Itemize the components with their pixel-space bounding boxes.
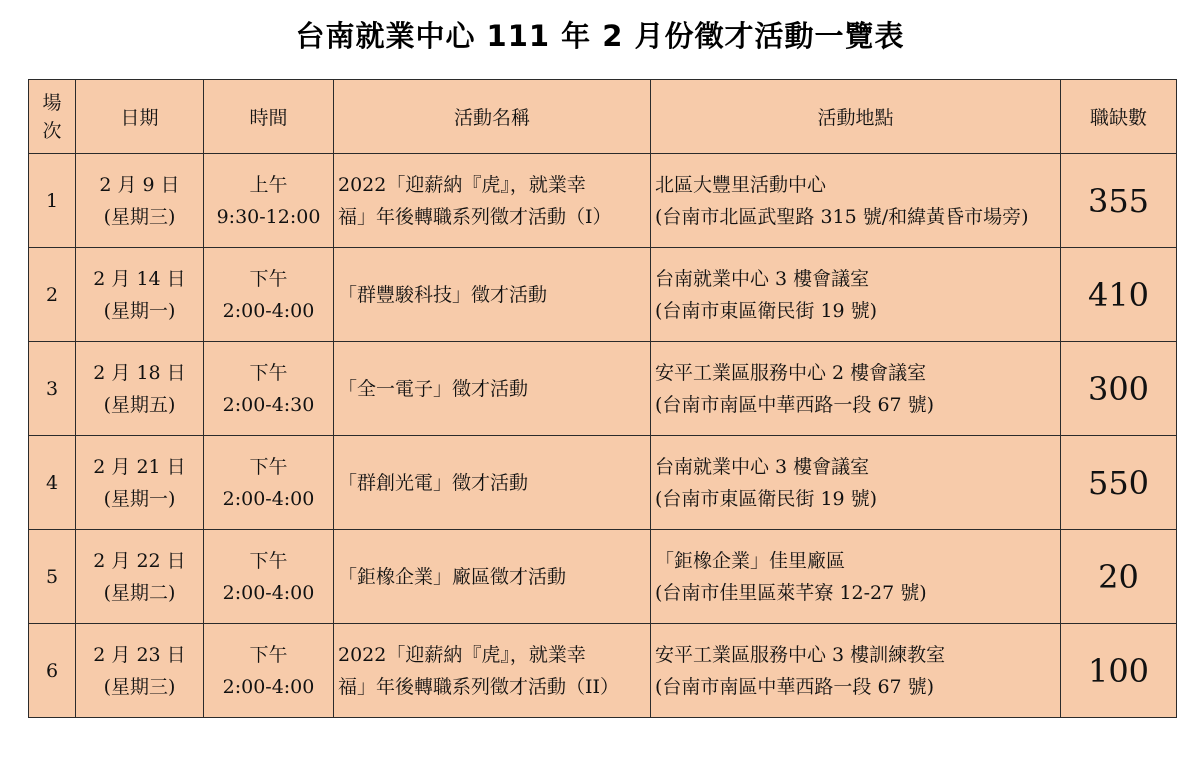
header-date: 日期 (76, 80, 204, 154)
date-cell (76, 342, 204, 436)
period-text: 下午 (249, 455, 288, 478)
date-cell (76, 530, 204, 624)
location-cell (651, 624, 1061, 718)
header-job-count: 職缺數 (1061, 80, 1177, 154)
job-count-cell: 410 (1061, 248, 1177, 342)
activity-name-cell (334, 624, 651, 718)
activity-name-cell (334, 248, 651, 342)
location-line2: (台南市東區衛民街 19 號) (655, 299, 878, 322)
time-cell (204, 436, 334, 530)
job-count-cell: 300 (1061, 342, 1177, 436)
weekday-text: (星期一) (103, 487, 176, 510)
seq-cell: 4 (29, 436, 76, 530)
job-count-cell: 550 (1061, 436, 1177, 530)
table-row (29, 436, 1177, 530)
activity-name-line1: 2022「迎薪納『虎』，就業幸 (338, 643, 586, 666)
table-row (29, 530, 1177, 624)
date-text: 2 月 22 日 (93, 549, 186, 572)
date-text: 2 月 14 日 (93, 267, 186, 290)
date-text: 2 月 18 日 (93, 361, 186, 384)
location-line1: 安平工業區服務中心 2 樓會議室 (655, 361, 927, 384)
location-cell (651, 530, 1061, 624)
location-line2: (台南市南區中華西路一段 67 號) (655, 393, 935, 416)
seq-cell: 5 (29, 530, 76, 624)
activity-name-cell (334, 436, 651, 530)
location-cell (651, 342, 1061, 436)
period-text: 下午 (249, 549, 288, 572)
time-cell (204, 624, 334, 718)
location-line1: 北區大豐里活動中心 (655, 173, 827, 196)
date-cell (76, 624, 204, 718)
time-cell (204, 154, 334, 248)
header-row (29, 80, 1177, 154)
time-cell (204, 248, 334, 342)
period-text: 上午 (249, 173, 288, 196)
location-line2: (台南市北區武聖路 315 號/和緯黃昏市場旁) (655, 205, 1029, 228)
date-text: 2 月 9 日 (99, 173, 180, 196)
seq-cell: 3 (29, 342, 76, 436)
header-seq-line1: 場 (42, 91, 62, 114)
table-row (29, 342, 1177, 436)
page-title: 台南就業中心 111 年 2 月份徵才活動一覽表 (295, 19, 905, 53)
header-time: 時間 (204, 80, 334, 154)
seq-cell: 6 (29, 624, 76, 718)
location-cell (651, 436, 1061, 530)
location-line2: (台南市東區衛民街 19 號) (655, 487, 878, 510)
location-cell (651, 248, 1061, 342)
seq-cell: 2 (29, 248, 76, 342)
activity-name-line1: 「群豐駿科技」徵才活動 (338, 283, 548, 306)
hours-text: 2:00-4:30 (222, 393, 315, 416)
activity-name-line2: 福」年後轉職系列徵才活動（II） (338, 675, 620, 698)
table-row (29, 624, 1177, 718)
weekday-text: (星期五) (103, 393, 176, 416)
activity-name-cell (334, 530, 651, 624)
header-seq (29, 80, 76, 154)
location-cell (651, 154, 1061, 248)
period-text: 下午 (249, 361, 288, 384)
activity-name-line2: 福」年後轉職系列徵才活動（I） (338, 205, 612, 228)
header-seq-line2: 次 (42, 119, 62, 142)
activity-name-cell (334, 154, 651, 248)
job-fair-schedule-table (28, 79, 1177, 718)
period-text: 下午 (249, 267, 288, 290)
period-text: 下午 (249, 643, 288, 666)
activity-name-cell (334, 342, 651, 436)
date-cell (76, 248, 204, 342)
weekday-text: (星期二) (103, 581, 176, 604)
location-line1: 安平工業區服務中心 3 樓訓練教室 (655, 643, 946, 666)
weekday-text: (星期三) (103, 205, 176, 228)
location-line1: 「鉅橡企業」佳里廠區 (655, 549, 846, 572)
activity-name-line1: 2022「迎薪納『虎』，就業幸 (338, 173, 586, 196)
table-row (29, 248, 1177, 342)
location-line1: 台南就業中心 3 樓會議室 (655, 455, 870, 478)
time-cell (204, 530, 334, 624)
date-text: 2 月 21 日 (93, 455, 186, 478)
hours-text: 2:00-4:00 (222, 675, 315, 698)
date-cell (76, 436, 204, 530)
job-count-cell: 20 (1061, 530, 1177, 624)
weekday-text: (星期一) (103, 299, 176, 322)
activity-name-line1: 「群創光電」徵才活動 (338, 471, 529, 494)
job-count-cell: 355 (1061, 154, 1177, 248)
hours-text: 2:00-4:00 (222, 581, 315, 604)
hours-text: 9:30-12:00 (216, 205, 321, 228)
hours-text: 2:00-4:00 (222, 299, 315, 322)
date-cell (76, 154, 204, 248)
header-location: 活動地點 (651, 80, 1061, 154)
hours-text: 2:00-4:00 (222, 487, 315, 510)
weekday-text: (星期三) (103, 675, 176, 698)
location-line1: 台南就業中心 3 樓會議室 (655, 267, 870, 290)
seq-cell: 1 (29, 154, 76, 248)
header-activity-name: 活動名稱 (334, 80, 651, 154)
location-line2: (台南市佳里區萊芊寮 12-27 號) (655, 581, 927, 604)
table-row (29, 154, 1177, 248)
activity-name-line1: 「鉅橡企業」廠區徵才活動 (338, 565, 567, 588)
time-cell (204, 342, 334, 436)
job-count-cell: 100 (1061, 624, 1177, 718)
activity-name-line1: 「全一電子」徵才活動 (338, 377, 529, 400)
location-line2: (台南市南區中華西路一段 67 號) (655, 675, 935, 698)
date-text: 2 月 23 日 (93, 643, 186, 666)
